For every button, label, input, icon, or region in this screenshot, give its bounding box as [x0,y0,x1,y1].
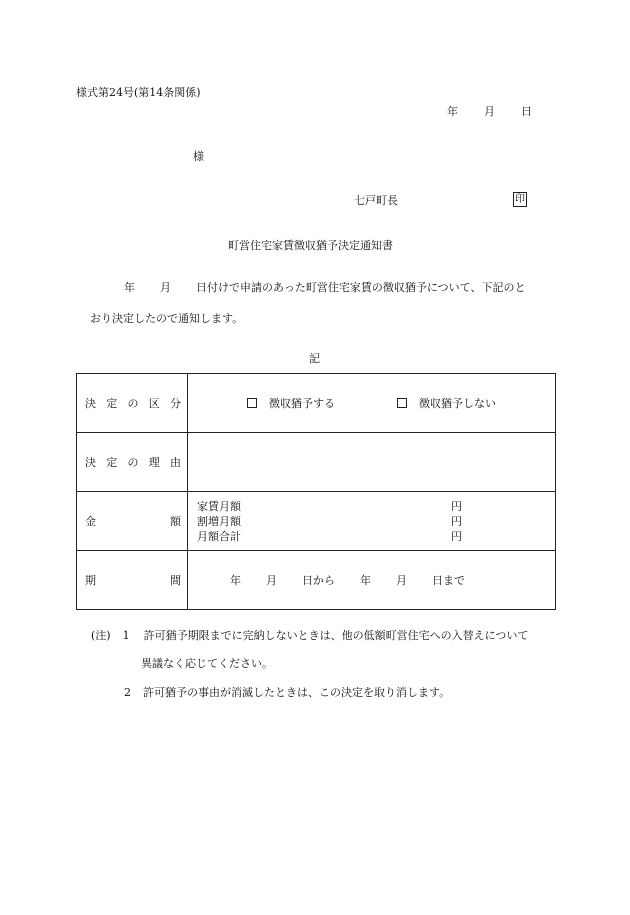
option-defer[interactable] [247,395,397,411]
amount-total: 月額合計 円 [197,529,462,543]
label-decision-reason: 決 定 の 理 由 [77,433,188,492]
row-decision-type [77,374,556,433]
option-no-defer-label: 徴収猶予しない [419,397,496,410]
cell-amounts [188,492,556,551]
note-prefix: (注) [91,629,111,642]
form-number: 様式第24号(第14条関係) [76,86,201,99]
addressee-suffix: 様 [193,150,204,163]
note-1-continuation: 異議なく応じてください。 [141,657,273,670]
label-decision-type: 決 定 の 区 分 [77,374,188,433]
option-defer-label: 徴収猶予する [269,397,335,410]
cell-decision-reason[interactable] [188,433,556,492]
row-decision-reason [77,433,556,492]
date-month-label: 月 [484,105,495,118]
note-1 [91,627,528,643]
decision-table [76,373,556,610]
date-line [447,103,532,119]
cell-period: 年 月 日から 年 月 日まで [188,551,556,610]
ki-heading: 記 [309,352,320,365]
option-no-defer[interactable] [397,395,496,411]
defer-checkbox[interactable] [247,398,257,408]
date-year-label: 年 [447,105,458,118]
amount-surcharge: 割増月額 円 [197,514,462,528]
date-day-label: 日 [521,105,532,118]
document-title: 町営住宅家賃徴収猶予決定通知書 [228,239,393,252]
issuer-name: 七戸町長 [354,194,398,207]
row-period [77,551,556,610]
body-month-label: 月 [160,281,171,294]
body-year-label: 年 [124,281,135,294]
cell-decision-options [188,374,556,433]
body-line-2: おり決定したので通知します。 [90,312,244,325]
label-period: 期 間 [77,551,188,610]
label-amount: 金 額 [77,492,188,551]
note-2 [124,684,450,700]
no-defer-checkbox[interactable] [397,398,407,408]
body-line-1 [124,279,525,295]
note-2-number: 2 [124,686,131,699]
note-2-text: 許可猶予の事由が消滅したときは、この決定を取り消します。 [143,686,451,699]
note-1-number: 1 [122,629,130,642]
seal-mark: 印 [515,194,525,205]
row-amount [77,492,556,551]
note-1-text: 許可猶予期限までに完納しないときは、他の低額町営住宅への入替えについて [143,629,529,642]
amount-rent: 家賃月額 円 [197,499,462,513]
body-text-1: 日付けで申請のあった町営住宅家賃の徴収猶予について、下記のと [196,281,526,294]
